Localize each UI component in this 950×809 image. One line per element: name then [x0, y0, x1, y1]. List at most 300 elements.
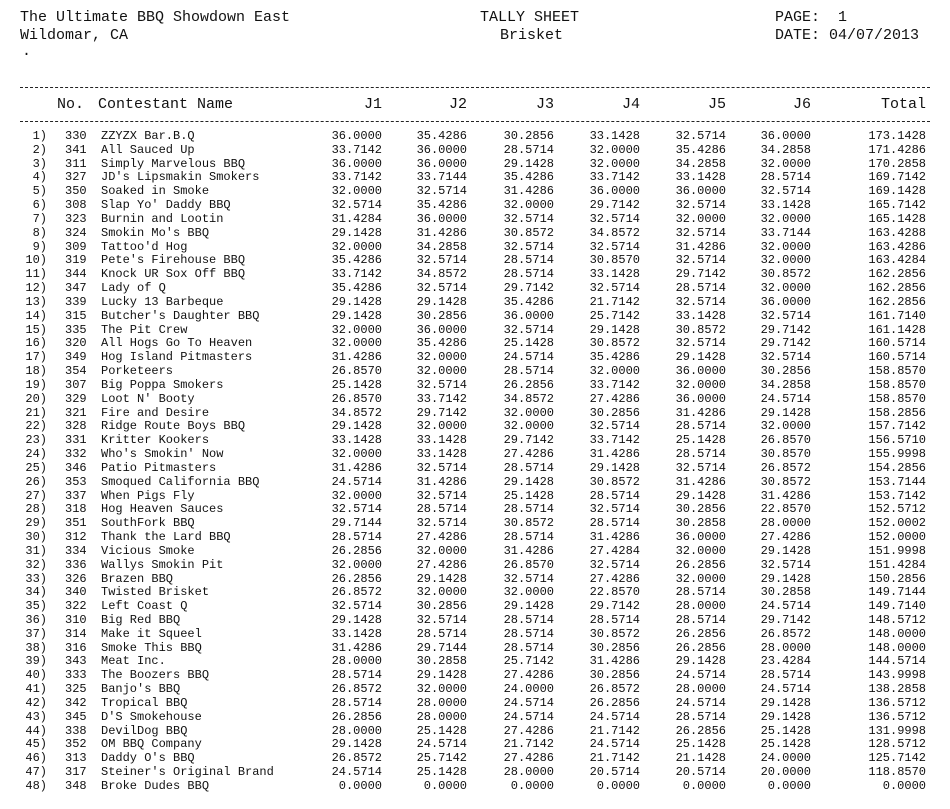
- score-j6: 29.1428: [760, 695, 811, 710]
- number: 347: [65, 281, 87, 296]
- number: 327: [65, 170, 87, 185]
- score-j6: 34.2858: [760, 142, 811, 157]
- col-header-j3: J3: [535, 96, 554, 113]
- col-header-name: Contestant Name: [98, 96, 234, 113]
- score-j1: 32.0000: [331, 336, 382, 351]
- score-j6: 24.5714: [760, 682, 811, 697]
- score-j2: 32.5714: [416, 253, 467, 268]
- score-j1: 32.0000: [331, 557, 382, 572]
- rank: 36): [25, 612, 47, 627]
- score-j3: 24.5714: [503, 350, 554, 365]
- rank: 5): [32, 184, 47, 199]
- score-j2: 28.5714: [416, 626, 467, 641]
- rank: 39): [25, 654, 47, 669]
- contestant-name: Lady of Q: [101, 281, 166, 296]
- number: 350: [65, 184, 87, 199]
- score-total: 171.4286: [868, 142, 926, 157]
- score-j4: 31.4286: [589, 447, 640, 462]
- contestant-name: The Boozers BBQ: [101, 668, 210, 683]
- score-total: 151.4284: [868, 557, 926, 572]
- score-j3: 25.7142: [503, 654, 554, 669]
- rank: 23): [25, 433, 47, 448]
- score-j3: 28.5714: [503, 640, 554, 655]
- rank: 11): [25, 267, 47, 282]
- table-row: [0, 407, 950, 421]
- contestant-name: JD's Lipsmakin Smokers: [101, 170, 260, 185]
- score-j2: 30.2856: [416, 308, 467, 323]
- score-j6: 29.7142: [760, 322, 811, 337]
- contestant-name: Hog Island Pitmasters: [101, 350, 253, 365]
- table-row: [0, 324, 950, 338]
- score-j5: 32.5714: [675, 294, 726, 309]
- contestant-name: Left Coast Q: [101, 599, 188, 614]
- contestant-name: Patio Pitmasters: [101, 460, 217, 475]
- score-j5: 32.5714: [675, 253, 726, 268]
- score-j6: 32.5714: [760, 350, 811, 365]
- score-total: 158.8570: [868, 364, 926, 379]
- table-row: [0, 711, 950, 725]
- number: 332: [65, 447, 87, 462]
- contestant-name: Banjo's BBQ: [101, 682, 181, 697]
- contestant-name: D'S Smokehouse: [101, 709, 202, 724]
- score-total: 128.5712: [868, 737, 926, 752]
- score-total: 169.1428: [868, 184, 926, 199]
- score-j6: 29.1428: [760, 543, 811, 558]
- score-j4: 33.7142: [589, 377, 640, 392]
- rank: 40): [25, 668, 47, 683]
- score-j6: 28.5714: [760, 668, 811, 683]
- score-j6: 32.5714: [760, 184, 811, 199]
- score-j2: 32.5714: [416, 377, 467, 392]
- score-j2: 24.5714: [416, 737, 467, 752]
- contestant-name: Slap Yo' Daddy BBQ: [101, 198, 231, 213]
- contestant-name: Broke Dudes BBQ: [101, 778, 210, 793]
- score-j3: 30.8572: [503, 516, 554, 531]
- score-j4: 26.8572: [589, 682, 640, 697]
- rank: 2): [32, 142, 47, 157]
- number: 341: [65, 142, 87, 157]
- score-j5: 26.2856: [675, 557, 726, 572]
- score-j3: 0.0000: [510, 778, 554, 793]
- score-j2: 32.5714: [416, 488, 467, 503]
- score-j2: 25.7142: [416, 751, 467, 766]
- table-row: [0, 144, 950, 158]
- table-row: [0, 310, 950, 324]
- score-j1: 29.1428: [331, 294, 382, 309]
- score-j1: 28.0000: [331, 723, 382, 738]
- table-row: [0, 559, 950, 573]
- rank: 37): [25, 626, 47, 641]
- score-total: 148.5712: [868, 612, 926, 627]
- score-total: 160.5714: [868, 350, 926, 365]
- score-j6: 26.8572: [760, 626, 811, 641]
- number: 312: [65, 530, 87, 545]
- score-j1: 32.0000: [331, 488, 382, 503]
- score-j4: 32.5714: [589, 211, 640, 226]
- rank: 14): [25, 308, 47, 323]
- score-j2: 35.4286: [416, 129, 467, 143]
- score-j5: 28.5714: [675, 585, 726, 600]
- table-row: [0, 628, 950, 642]
- score-j2: 34.8572: [416, 267, 467, 282]
- score-j6: 24.0000: [760, 751, 811, 766]
- score-j6: 23.4284: [760, 654, 811, 669]
- contestant-name: All Hogs Go To Heaven: [101, 336, 253, 351]
- score-j5: 21.1428: [675, 751, 726, 766]
- score-total: 125.7142: [868, 751, 926, 766]
- score-j4: 30.2856: [589, 640, 640, 655]
- score-total: 150.2856: [868, 571, 926, 586]
- contestant-name: Kritter Kookers: [101, 433, 210, 448]
- score-total: 170.2858: [868, 156, 926, 171]
- score-j4: 33.1428: [589, 267, 640, 282]
- score-j4: 32.5714: [589, 239, 640, 254]
- table-row: [0, 669, 950, 683]
- score-j5: 29.7142: [675, 267, 726, 282]
- score-total: 136.5712: [868, 695, 926, 710]
- score-j3: 25.1428: [503, 488, 554, 503]
- score-total: 143.9998: [868, 668, 926, 683]
- table-row: [0, 476, 950, 490]
- score-j4: 32.5714: [589, 557, 640, 572]
- score-j6: 29.1428: [760, 405, 811, 420]
- score-j4: 36.0000: [589, 184, 640, 199]
- score-j2: 28.0000: [416, 695, 467, 710]
- score-j2: 32.0000: [416, 585, 467, 600]
- score-j2: 36.0000: [416, 322, 467, 337]
- rank: 22): [25, 419, 47, 434]
- number: 338: [65, 723, 87, 738]
- sheet-title: TALLY SHEET: [480, 9, 580, 26]
- number: 352: [65, 737, 87, 752]
- rank: 28): [25, 502, 47, 517]
- number: 335: [65, 322, 87, 337]
- score-total: 162.2856: [868, 294, 926, 309]
- table-row: [0, 227, 950, 241]
- score-j6: 30.8572: [760, 474, 811, 489]
- score-j3: 28.0000: [503, 765, 554, 780]
- score-total: 165.1428: [868, 211, 926, 226]
- score-j4: 27.4284: [589, 543, 640, 558]
- number: 313: [65, 751, 87, 766]
- rank: 13): [25, 294, 47, 309]
- header-dot: .: [22, 43, 32, 60]
- score-j4: 34.8572: [589, 225, 640, 240]
- contestant-name: Brazen BBQ: [101, 571, 174, 586]
- contestant-name: OM BBQ Company: [101, 737, 202, 752]
- table-row: [0, 503, 950, 517]
- score-j4: 30.8570: [589, 253, 640, 268]
- table-row: [0, 268, 950, 282]
- score-j1: 32.5714: [331, 198, 382, 213]
- score-j6: 28.0000: [760, 516, 811, 531]
- score-j4: 25.7142: [589, 308, 640, 323]
- score-j5: 33.1428: [675, 308, 726, 323]
- table-row: [0, 130, 950, 144]
- score-j1: 31.4286: [331, 460, 382, 475]
- rank: 19): [25, 377, 47, 392]
- score-total: 144.5714: [868, 654, 926, 669]
- score-j5: 36.0000: [675, 364, 726, 379]
- score-j5: 28.5714: [675, 612, 726, 627]
- score-j1: 36.0000: [331, 156, 382, 171]
- table-row: [0, 752, 950, 766]
- table-row: [0, 199, 950, 213]
- score-j3: 25.1428: [503, 336, 554, 351]
- score-j5: 26.2856: [675, 723, 726, 738]
- score-j2: 32.0000: [416, 364, 467, 379]
- score-j2: 36.0000: [416, 156, 467, 171]
- score-j5: 32.0000: [675, 211, 726, 226]
- contestant-name: Simply Marvelous BBQ: [101, 156, 246, 171]
- score-total: 157.7142: [868, 419, 926, 434]
- score-j3: 30.8572: [503, 225, 554, 240]
- score-j5: 32.5714: [675, 460, 726, 475]
- score-j2: 27.4286: [416, 530, 467, 545]
- score-j5: 28.0000: [675, 682, 726, 697]
- score-j6: 32.0000: [760, 211, 811, 226]
- contestant-name: Vicious Smoke: [101, 543, 195, 558]
- score-j3: 32.5714: [503, 322, 554, 337]
- score-j6: 29.1428: [760, 709, 811, 724]
- score-j1: 32.5714: [331, 502, 382, 517]
- contestant-name: Soaked in Smoke: [101, 184, 210, 199]
- score-j4: 35.4286: [589, 350, 640, 365]
- number: 345: [65, 709, 87, 724]
- score-j1: 29.1428: [331, 612, 382, 627]
- score-j4: 31.4286: [589, 530, 640, 545]
- score-j6: 26.8570: [760, 433, 811, 448]
- score-j2: 25.1428: [416, 723, 467, 738]
- table-row: [0, 213, 950, 227]
- score-j1: 26.8572: [331, 682, 382, 697]
- score-j1: 34.8572: [331, 405, 382, 420]
- rank: 20): [25, 391, 47, 406]
- contestant-name: Smokin Mo's BBQ: [101, 225, 210, 240]
- table-row: [0, 254, 950, 268]
- rank: 24): [25, 447, 47, 462]
- score-j4: 26.2856: [589, 695, 640, 710]
- score-total: 155.9998: [868, 447, 926, 462]
- rank: 1): [32, 129, 47, 143]
- score-j4: 21.7142: [589, 751, 640, 766]
- rank: 33): [25, 571, 47, 586]
- score-j6: 32.0000: [760, 281, 811, 296]
- score-j4: 32.5714: [589, 281, 640, 296]
- score-j4: 32.0000: [589, 156, 640, 171]
- number: 339: [65, 294, 87, 309]
- rank: 4): [32, 170, 47, 185]
- score-j5: 33.1428: [675, 170, 726, 185]
- score-total: 165.7142: [868, 198, 926, 213]
- rank: 45): [25, 737, 47, 752]
- rank: 7): [32, 211, 47, 226]
- score-j2: 25.1428: [416, 765, 467, 780]
- table-row: [0, 490, 950, 504]
- rank: 43): [25, 709, 47, 724]
- score-j5: 30.8572: [675, 322, 726, 337]
- score-j3: 26.2856: [503, 377, 554, 392]
- score-j2: 32.0000: [416, 419, 467, 434]
- score-j3: 29.1428: [503, 156, 554, 171]
- score-j3: 28.5714: [503, 612, 554, 627]
- score-j5: 36.0000: [675, 184, 726, 199]
- rank: 16): [25, 336, 47, 351]
- number: 351: [65, 516, 87, 531]
- table-row: [0, 185, 950, 199]
- score-j5: 34.2858: [675, 156, 726, 171]
- score-j6: 33.1428: [760, 198, 811, 213]
- number: 334: [65, 543, 87, 558]
- number: 326: [65, 571, 87, 586]
- rank: 35): [25, 599, 47, 614]
- score-j1: 33.1428: [331, 433, 382, 448]
- contestant-name: Loot N' Booty: [101, 391, 195, 406]
- contestant-name: Wallys Smokin Pit: [101, 557, 224, 572]
- score-j2: 34.2858: [416, 239, 467, 254]
- contestant-name: Smoke This BBQ: [101, 640, 202, 655]
- score-j4: 27.4286: [589, 391, 640, 406]
- score-j5: 28.5714: [675, 419, 726, 434]
- rank: 42): [25, 695, 47, 710]
- score-total: 149.7144: [868, 585, 926, 600]
- rank: 48): [25, 778, 47, 793]
- contestant-name: All Sauced Up: [101, 142, 195, 157]
- score-j4: 29.1428: [589, 460, 640, 475]
- table-row: [0, 766, 950, 780]
- score-j1: 35.4286: [331, 281, 382, 296]
- number: 309: [65, 239, 87, 254]
- rank: 34): [25, 585, 47, 600]
- number: 348: [65, 778, 87, 793]
- number: 329: [65, 391, 87, 406]
- score-j5: 31.4286: [675, 239, 726, 254]
- contestant-name: Smoqued California BBQ: [101, 474, 260, 489]
- score-j1: 35.4286: [331, 253, 382, 268]
- rank: 10): [25, 253, 47, 268]
- score-j1: 33.7142: [331, 142, 382, 157]
- rank: 44): [25, 723, 47, 738]
- table-row: [0, 780, 950, 794]
- score-j5: 32.0000: [675, 543, 726, 558]
- rank: 29): [25, 516, 47, 531]
- score-j4: 30.8572: [589, 336, 640, 351]
- score-j5: 29.1428: [675, 488, 726, 503]
- score-total: 151.9998: [868, 543, 926, 558]
- score-j6: 29.1428: [760, 571, 811, 586]
- score-j4: 29.7142: [589, 198, 640, 213]
- rank: 31): [25, 543, 47, 558]
- score-j3: 35.4286: [503, 170, 554, 185]
- table-row: [0, 351, 950, 365]
- score-j6: 0.0000: [767, 778, 811, 793]
- rank: 6): [32, 198, 47, 213]
- contestant-name: ZZYZX Bar.B.Q: [101, 129, 195, 143]
- score-j2: 30.2856: [416, 599, 467, 614]
- table-row: [0, 586, 950, 600]
- score-total: 169.7142: [868, 170, 926, 185]
- score-j3: 29.7142: [503, 433, 554, 448]
- table-row: [0, 600, 950, 614]
- table-row: [0, 683, 950, 697]
- rank: 47): [25, 765, 47, 780]
- score-j4: 27.4286: [589, 571, 640, 586]
- score-j2: 29.1428: [416, 571, 467, 586]
- score-j2: 36.0000: [416, 142, 467, 157]
- score-total: 158.8570: [868, 391, 926, 406]
- score-j3: 35.4286: [503, 294, 554, 309]
- table-row: [0, 655, 950, 669]
- score-j1: 28.0000: [331, 654, 382, 669]
- score-j6: 20.0000: [760, 765, 811, 780]
- score-j4: 22.8570: [589, 585, 640, 600]
- score-total: 173.1428: [868, 129, 926, 143]
- score-j6: 30.2858: [760, 585, 811, 600]
- number: 346: [65, 460, 87, 475]
- table-row: [0, 697, 950, 711]
- contestant-name: Lucky 13 Barbeque: [101, 294, 224, 309]
- number: 320: [65, 336, 87, 351]
- table-row: [0, 517, 950, 531]
- score-total: 158.8570: [868, 377, 926, 392]
- table-row: [0, 393, 950, 407]
- score-j6: 32.0000: [760, 419, 811, 434]
- score-j1: 33.7142: [331, 170, 382, 185]
- score-j4: 20.5714: [589, 765, 640, 780]
- score-j6: 33.7144: [760, 225, 811, 240]
- score-j6: 32.0000: [760, 156, 811, 171]
- rank: 15): [25, 322, 47, 337]
- contestant-name: Butcher's Daughter BBQ: [101, 308, 260, 323]
- table-row: [0, 296, 950, 310]
- score-j6: 32.5714: [760, 308, 811, 323]
- score-j1: 31.4286: [331, 350, 382, 365]
- score-j1: 26.8570: [331, 391, 382, 406]
- score-j1: 29.1428: [331, 737, 382, 752]
- score-j1: 29.1428: [331, 419, 382, 434]
- score-j2: 32.0000: [416, 682, 467, 697]
- score-total: 154.2856: [868, 460, 926, 475]
- score-j3: 29.1428: [503, 474, 554, 489]
- score-j1: 33.7142: [331, 267, 382, 282]
- score-j1: 24.5714: [331, 474, 382, 489]
- table-row: [0, 725, 950, 739]
- score-j3: 28.5714: [503, 142, 554, 157]
- score-j4: 28.5714: [589, 488, 640, 503]
- score-j3: 32.5714: [503, 571, 554, 586]
- score-j1: 26.8572: [331, 585, 382, 600]
- score-j2: 28.0000: [416, 709, 467, 724]
- top-rule: [20, 87, 930, 88]
- col-header-j5: J5: [707, 96, 726, 113]
- score-j5: 32.0000: [675, 377, 726, 392]
- score-j1: 32.0000: [331, 239, 382, 254]
- score-j2: 31.4286: [416, 474, 467, 489]
- score-j6: 36.0000: [760, 129, 811, 143]
- contestant-name: DevilDog BBQ: [101, 723, 188, 738]
- score-j6: 32.0000: [760, 239, 811, 254]
- score-j1: 28.5714: [331, 668, 382, 683]
- table-row: [0, 642, 950, 656]
- score-j2: 31.4286: [416, 225, 467, 240]
- score-j5: 32.5714: [675, 225, 726, 240]
- score-total: 131.9998: [868, 723, 926, 738]
- number: 353: [65, 474, 87, 489]
- score-j5: 26.2856: [675, 640, 726, 655]
- rank: 12): [25, 281, 47, 296]
- score-j1: 26.2856: [331, 543, 382, 558]
- contestant-name: Twisted Brisket: [101, 585, 210, 600]
